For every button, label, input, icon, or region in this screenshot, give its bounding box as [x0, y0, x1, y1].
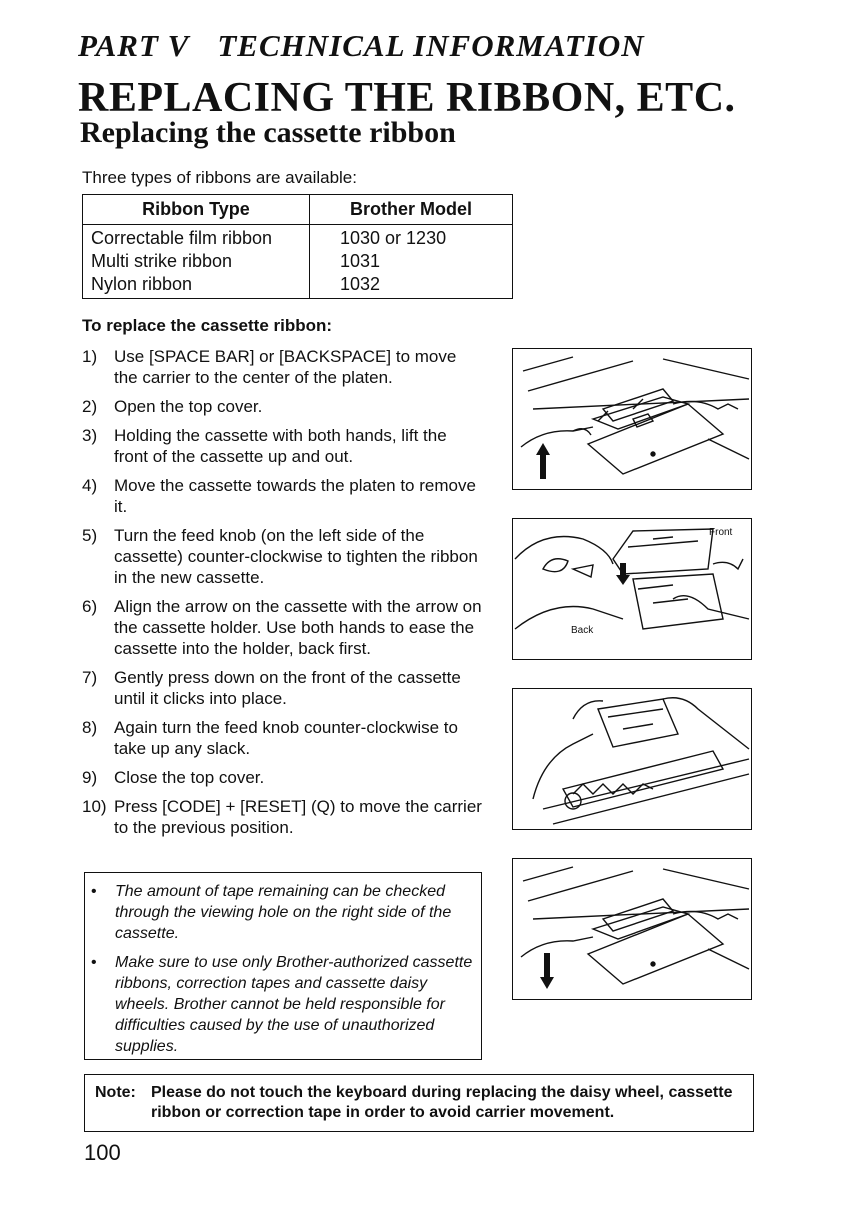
down-arrow-icon: [616, 563, 630, 585]
table-cell: 1030 or 1230: [310, 225, 513, 251]
part-header: [78, 28, 645, 64]
note-label: Note:: [95, 1084, 136, 1101]
table-cell: Correctable film ribbon: [83, 225, 310, 251]
step-text: Use [SPACE BAR] or [BACKSPACE] to move the carrier to the center of the platen.: [114, 347, 457, 387]
note-text: Please do not touch the keyboard during replacing the daisy wheel, cassette ribbon or correction tape in order to avoid carrier movement.: [151, 1084, 733, 1121]
note-text: The amount of tape remaining can be checked through the viewing hole on the right side of the cassette.: [115, 883, 452, 942]
page-title: REPLACING THE RIBBON, ETC.: [78, 75, 736, 121]
list-item: [82, 475, 482, 517]
section-title: TECHNICAL INFORMATION: [217, 28, 645, 63]
table-row: [83, 250, 513, 273]
notes-box: [84, 872, 482, 1060]
step-text: Press [CODE] + [RESET] (Q) to move the carrier to the previous position.: [114, 797, 482, 837]
step-number: 2): [82, 397, 98, 416]
step-text: Again turn the feed knob counter-clockwise to take up any slack.: [114, 718, 458, 758]
table-row: [83, 225, 513, 251]
step-text: Turn the feed knob (on the left side of the cassette) counter-clockwise to tighten the ribbon in the new cassette.: [114, 526, 478, 587]
table-cell: Multi strike ribbon: [83, 250, 310, 273]
procedure-title: To replace the cassette ribbon:: [82, 316, 333, 335]
up-arrow-icon: [535, 441, 551, 481]
bullet-icon: •: [91, 954, 97, 971]
step-number: 5): [82, 526, 98, 545]
step-text: Align the arrow on the cassette with the arrow on the cassette holder. Use both hands to ease the cassette into the holder, back first.: [114, 597, 482, 658]
note-item: [85, 873, 481, 944]
part-label: PART V: [78, 28, 190, 63]
list-item: [82, 396, 482, 417]
illustration-lift-cassette: [512, 348, 752, 490]
label-front: Front: [709, 527, 733, 538]
step-number: 8): [82, 718, 98, 737]
list-item: [82, 767, 482, 788]
list-item: [82, 667, 482, 709]
step-text: Close the top cover.: [114, 768, 265, 787]
table-header-row: [83, 195, 513, 225]
step-number: 10): [82, 797, 107, 816]
page-subtitle: Replacing the cassette ribbon: [80, 116, 456, 149]
step-number: 7): [82, 668, 98, 687]
illustration-press-cassette: [512, 688, 752, 830]
step-text: Open the top cover.: [114, 397, 263, 416]
illustration-close-cover: [512, 858, 752, 1000]
table-header-cell: Ribbon Type: [83, 195, 310, 225]
list-item: [82, 525, 482, 588]
step-text: Holding the cassette with both hands, lift the front of the cassette up and out.: [114, 426, 447, 466]
list-item: [82, 425, 482, 467]
step-number: 6): [82, 597, 98, 616]
step-number: 1): [82, 347, 98, 366]
table-row: [83, 273, 513, 299]
page-number: 100: [84, 1140, 121, 1165]
table-cell: Nylon ribbon: [83, 273, 310, 299]
note-text: Make sure to use only Brother-authorized cassette ribbons, correction tapes and cassette daisy wheels. Brother cannot be held responsible for difficulties caused by the use of unauthorized supplies.: [115, 954, 473, 1055]
table-cell: 1031: [310, 250, 513, 273]
list-item: [82, 346, 482, 388]
note-item: [85, 944, 481, 1057]
step-text: Move the cassette towards the platen to remove it.: [114, 476, 476, 516]
illustration-insert-cassette: [512, 518, 752, 660]
down-arrow-icon: [539, 951, 555, 991]
table-header-cell: Brother Model: [310, 195, 513, 225]
step-number: 4): [82, 476, 98, 495]
bottom-note: [84, 1074, 754, 1132]
list-item: [82, 796, 482, 838]
steps-list: [82, 346, 482, 846]
list-item: [82, 717, 482, 759]
label-back: Back: [571, 625, 594, 636]
intro-text: Three types of ribbons are available:: [82, 168, 357, 187]
list-item: [82, 596, 482, 659]
table-cell: 1032: [310, 273, 513, 299]
bullet-icon: •: [91, 883, 97, 900]
step-number: 9): [82, 768, 98, 787]
step-text: Gently press down on the front of the cassette until it clicks into place.: [114, 668, 461, 708]
ribbon-table: [82, 194, 513, 299]
step-number: 3): [82, 426, 98, 445]
